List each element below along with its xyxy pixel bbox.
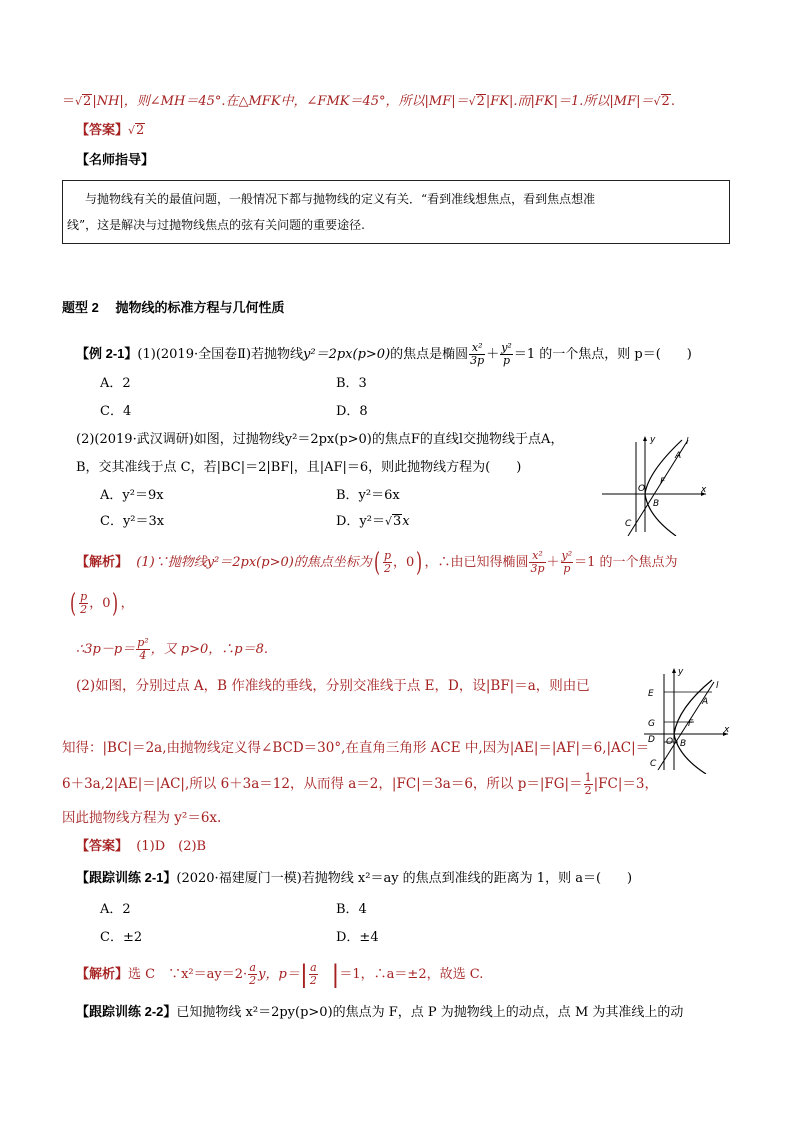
text-seg: ＝1 的一个焦点，则 p＝( ) bbox=[513, 347, 692, 362]
text-seg: |NH|，则∠MH＝45°.在△MFK中，∠FMK＝45°，所以|MF|＝ bbox=[92, 94, 469, 109]
option-a: A．y²＝9x bbox=[100, 488, 164, 503]
fig-label: A bbox=[702, 697, 709, 707]
track-question-1 bbox=[76, 870, 632, 887]
text-seg: |FK|.而|FK|＝1.所以|MF|＝ bbox=[485, 94, 654, 109]
fig-label: y bbox=[650, 435, 656, 445]
option-c: C．y²＝3x bbox=[100, 514, 165, 529]
solution-line-6 bbox=[62, 766, 658, 802]
fraction: $\frac{\text{p²}}{4}$ bbox=[137, 636, 149, 662]
track-question-2 bbox=[76, 1004, 683, 1021]
tip-box bbox=[62, 180, 730, 244]
option-c: C．4 bbox=[100, 404, 132, 419]
example-question-2-line2: B，交其准线于点 C，若|BC|＝2|BF|，且|AF|＝6，则此抛物线方程为( ) bbox=[76, 460, 522, 475]
fraction: $\frac{p}{2}$ bbox=[80, 590, 88, 616]
solution-line-1: 【解析】 (1)∵抛物线y²＝2px(p>0)的焦点坐标为( $\frac{p}{2}$ ，0) ，∴由已知得椭圆 $\frac{\text{x²}}{3p}$ ＋ $\frac{\text{y²}}{p}$ ＝1 的一个焦点为 bbox=[76, 547, 678, 578]
fraction: $\frac{p}{2}$ bbox=[383, 549, 392, 575]
fig-label: F bbox=[688, 719, 694, 729]
fig-label: C bbox=[625, 519, 632, 529]
option-a: A．2 bbox=[100, 376, 131, 391]
solution-line-7: 因此抛物线方程为 y²＝6x. bbox=[62, 810, 222, 826]
answer-line-2 bbox=[76, 838, 206, 855]
fig-label: l bbox=[716, 681, 719, 691]
fig-label: l bbox=[686, 437, 689, 447]
answer-label: 【答案】 bbox=[76, 122, 129, 137]
text-seg: 选 C ∵x²＝ay＝2· bbox=[128, 967, 248, 982]
text-seg: 的焦点是椭圆 bbox=[390, 347, 469, 362]
sqrt-value: 2 bbox=[476, 94, 485, 109]
answer-value: (1)D (2)B bbox=[136, 839, 207, 854]
solution-line-5: 知得：|BC|＝2a,由抛物线定义得∠BCD＝30°,在直角三角形 ACE 中,因为|AE|＝|AF|＝6,|AC|＝ bbox=[62, 740, 650, 756]
solution-tail-line: ＝√2|NH|，则∠MH＝45°.在△MFK中，∠FMK＝45°，所以|MF|＝√2|FK|.而|FK|＝1.所以|MF|＝√2. bbox=[62, 94, 675, 109]
text-seg: . bbox=[670, 94, 675, 109]
option-d: D．8 bbox=[336, 404, 368, 419]
fraction: $\frac{\text{x²}}{3p}$ bbox=[530, 549, 545, 575]
parabola-figure-1 bbox=[598, 432, 710, 536]
fig-label: C bbox=[650, 759, 657, 769]
option-b: B．3 bbox=[336, 376, 367, 391]
fraction: $\frac{a}{2}$ bbox=[249, 961, 257, 987]
equation: y²＝2px(p>0) bbox=[303, 347, 391, 362]
option-b: B．y²＝6x bbox=[336, 488, 400, 503]
fig-label: O bbox=[638, 484, 646, 494]
fig-label: x bbox=[701, 485, 707, 495]
text-seg: ＝ bbox=[62, 94, 76, 109]
text-seg: ，∴由已知得椭圆 bbox=[424, 555, 529, 570]
example-tag: 【例 2-1】 bbox=[76, 346, 138, 361]
fig-label: F bbox=[660, 477, 666, 487]
answer-value: 2 bbox=[136, 123, 145, 138]
track-tag: 【跟踪训练 2-2】 bbox=[76, 1004, 177, 1019]
text-seg: ∴3p－p＝ bbox=[76, 642, 136, 657]
option-d: D．y²＝√3x bbox=[336, 514, 410, 529]
option-c: C．±2 bbox=[100, 930, 143, 945]
track-tag: 【跟踪训练 2-1】 bbox=[76, 870, 177, 885]
fig-label: x bbox=[724, 725, 730, 735]
sqrt-value: 2 bbox=[83, 94, 92, 109]
example-question-1 bbox=[76, 336, 692, 372]
text-seg: (2020·福建厦门一模)若抛物线 x²＝ay 的焦点到准线的距离为 1，则 a＝( ) bbox=[176, 871, 633, 886]
fraction: $\frac{\text{y²}}{p}$ bbox=[501, 341, 512, 367]
text-seg: ，又 p>0，∴p＝8. bbox=[150, 642, 268, 657]
fig-label: D bbox=[648, 735, 655, 745]
fig-label: E bbox=[648, 689, 654, 699]
option-b: B．4 bbox=[336, 902, 367, 917]
fraction: $\frac{a}{2}$ bbox=[309, 961, 317, 987]
tip-text-2: 线”，这是解决与过抛物线焦点的弦有关问题的重要途径. bbox=[67, 218, 365, 232]
option-a: A．2 bbox=[100, 902, 131, 917]
solution-label: 【解析】 bbox=[76, 966, 129, 981]
text-seg: y，p＝ bbox=[258, 967, 300, 982]
text-seg: 已知抛物线 x²＝2py(p>0)的焦点为 F，点 P 为抛物线上的动点，点 M 为其准线上的动 bbox=[176, 1005, 684, 1020]
text-seg: ＝1 的一个焦点为 bbox=[574, 555, 678, 570]
fraction: $\frac{1}{2}$ bbox=[584, 771, 592, 797]
fig-label: A bbox=[675, 451, 682, 461]
track-solution-1: 【解析】选 C ∵x²＝ay＝2· $\frac{a}{2}$ y，p＝| $\frac{a}{2}$ |＝1，∴a＝±2，故选 C. bbox=[76, 960, 484, 989]
fig-label: y bbox=[678, 667, 684, 677]
text-seg: (1)(2019·全国卷Ⅱ)若抛物线 bbox=[137, 347, 304, 362]
solution-label: 【解析】 bbox=[76, 554, 129, 569]
solution-line-3 bbox=[76, 632, 268, 668]
text-seg: (1)∵抛物线y²＝2px(p>0)的焦点坐标为 bbox=[136, 555, 372, 570]
section-title: 题型 2 抛物线的标准方程与几何性质 bbox=[62, 300, 285, 315]
solution-line-4: (2)如图，分别过点 A，B 作准线的垂线，分别交准线于点 E，D，设|BF|＝a，则由已 bbox=[76, 678, 590, 694]
parabola-figure-2 bbox=[640, 662, 732, 774]
text-seg: |FC|＝3， bbox=[593, 776, 658, 792]
text-seg: ，0 bbox=[89, 596, 111, 611]
answer-line: 【答案】√2 bbox=[76, 122, 145, 138]
text-seg: ＋ bbox=[486, 347, 500, 362]
fraction: $\frac{\text{x²}}{3p}$ bbox=[470, 341, 485, 367]
option-d: D．±4 bbox=[336, 930, 379, 945]
tip-text-1: 与抛物线有关的最值问题，一般情况下都与抛物线的定义有关．“看到准线想焦点，看到焦点想准 bbox=[85, 192, 596, 206]
text-seg: ，0 bbox=[393, 555, 415, 570]
solution-line-2: ( $\frac{p}{2}$ ，0) ， bbox=[70, 588, 134, 619]
text-seg: ＝1，∴a＝±2，故选 C. bbox=[339, 967, 484, 982]
fig-label: B bbox=[653, 499, 660, 509]
example-question-2-line1: (2)(2019·武汉调研)如图，过抛物线y²＝2px(p>0)的焦点F的直线l交抛物线于点A， bbox=[76, 432, 564, 447]
sqrt-value: 2 bbox=[661, 94, 670, 109]
fraction: $\frac{\text{y²}}{p}$ bbox=[561, 549, 573, 575]
answer-label: 【答案】 bbox=[76, 838, 129, 853]
text-seg: 6＋3a,2|AE|＝|AC|,所以 6＋3a＝12，从而得 a＝2，|FC|＝3a＝6，所以 p＝|FG|＝ bbox=[62, 776, 583, 792]
fig-label: G bbox=[648, 719, 655, 729]
fig-label: O bbox=[666, 737, 674, 747]
tip-label: 【名师指导】 bbox=[76, 152, 155, 167]
fig-label: B bbox=[680, 739, 687, 749]
